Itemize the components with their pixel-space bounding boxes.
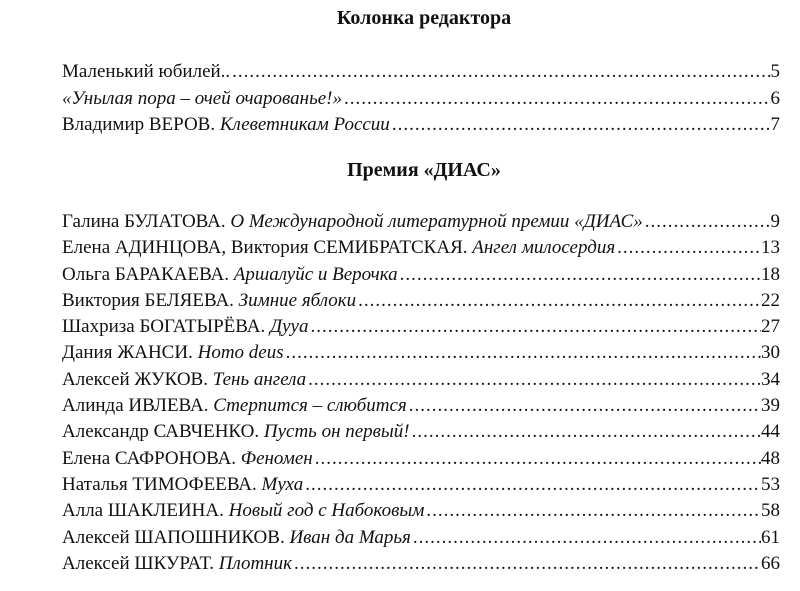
dot-leader (407, 393, 761, 419)
dot-leader (411, 525, 761, 551)
dot-leader (410, 419, 761, 445)
entry-author: Шахриза БОГАТЫРЁВА. (62, 316, 270, 338)
toc-entry[interactable] (62, 367, 780, 393)
entry-title: Дууа (269, 316, 309, 338)
entry-title: Пусть он первый! (263, 421, 410, 443)
dot-leader (284, 340, 761, 366)
dot-leader (342, 86, 771, 112)
toc-entry[interactable] (62, 446, 780, 472)
entry-author: Дания ЖАНСИ. (62, 342, 198, 364)
entry-author: Наталья ТИМОФЕЕВА. (62, 473, 262, 495)
toc-entry[interactable] (62, 314, 780, 340)
entry-title: Стерпится – слюбится (213, 395, 407, 417)
entry-page-number: 30 (761, 342, 780, 364)
entry-page-number: 61 (761, 526, 780, 548)
entry-title: Аршалуйс и Верочка (233, 263, 398, 285)
entry-title: Homo deus (197, 342, 284, 364)
dot-leader (308, 314, 761, 340)
toc-entry[interactable] (62, 393, 780, 419)
entry-page-number: 22 (761, 289, 780, 311)
dot-leader (424, 498, 761, 524)
entry-page-number: 7 (770, 114, 780, 135)
toc-entry[interactable] (62, 498, 780, 524)
entry-title: Новый год с Набоковым (228, 500, 425, 522)
entry-title: Муха (261, 473, 304, 495)
entry-title: Иван да Марья (289, 526, 411, 548)
dot-leader (643, 209, 771, 235)
entry-page-number: 66 (761, 552, 780, 574)
toc-entry[interactable] (62, 340, 780, 366)
entry-page-number: 9 (770, 211, 780, 232)
toc-entry[interactable] (62, 551, 780, 577)
entry-author: Галина БУЛАТОВА. (62, 211, 231, 232)
toc-entry[interactable] (62, 525, 780, 551)
dias-prize-entries (62, 209, 780, 577)
dot-leader (313, 446, 761, 472)
entry-title: «Унылая пора – очей очарованье!» (62, 87, 342, 109)
entry-page-number: 44 (761, 421, 780, 443)
dot-leader (306, 367, 761, 393)
entry-title: О Международной литературной премии «ДИАС» (230, 211, 643, 232)
entry-page-number: 58 (761, 500, 780, 522)
entry-page-number: 5 (770, 61, 780, 82)
entry-author: Александр САВЧЕНКО. (62, 421, 264, 443)
toc-entry[interactable] (62, 419, 780, 445)
entry-author: Виктория БЕЛЯЕВА. (62, 289, 239, 311)
entry-title: Клеветникам России (219, 114, 390, 135)
entry-author: Алинда ИВЛЕВА. (62, 395, 214, 417)
dot-leader (390, 112, 771, 138)
toc-entry[interactable] (62, 288, 780, 314)
entry-author: Ольга БАРАКАЕВА. (62, 263, 234, 285)
entry-author: Елена САФРОНОВА. (62, 447, 241, 469)
toc-entry[interactable] (62, 262, 780, 288)
entry-page-number: 39 (761, 395, 780, 417)
entry-page-number: 53 (761, 473, 780, 495)
toc-entry[interactable] (62, 472, 780, 498)
editor-column-entries (62, 59, 780, 139)
dot-leader (398, 262, 761, 288)
entry-page-number: 48 (761, 447, 780, 469)
entry-title: Феномен (240, 447, 313, 469)
toc-entry[interactable] (62, 209, 780, 235)
toc-entry[interactable] (62, 235, 780, 261)
entry-title: Тень ангела (212, 368, 307, 390)
section-title-dias-prize: Премия «ДИАС» (347, 159, 501, 181)
toc-entry[interactable] (62, 112, 780, 139)
entry-author: Елена АДИНЦОВА, Виктория СЕМИБРАТСКАЯ. (62, 237, 473, 259)
entry-title: Плотник (218, 552, 292, 574)
dot-leader (356, 288, 761, 314)
toc-entry[interactable] (62, 59, 780, 86)
entry-title: Маленький юбилей.. (62, 61, 231, 82)
entry-page-number: 18 (761, 263, 780, 285)
entry-page-number: 27 (761, 316, 780, 338)
dot-leader (615, 235, 761, 261)
entry-author: Алексей ШАПОШНИКОВ. (62, 526, 290, 548)
entry-page-number: 34 (761, 368, 780, 390)
entry-page-number: 6 (770, 87, 780, 109)
entry-author: Алла ШАКЛЕИНА. (62, 500, 229, 522)
entry-page-number: 13 (761, 237, 780, 259)
entry-author: Алексей ЖУКОВ. (62, 368, 213, 390)
dot-leader (292, 551, 761, 577)
dot-leader (230, 59, 770, 85)
entry-author: Алексей ШКУРАТ. (62, 552, 219, 574)
entry-title: Зимние яблоки (238, 289, 357, 311)
entry-title: Ангел милосердия (472, 237, 616, 259)
toc-entry[interactable] (62, 86, 780, 113)
section-title-editor-column: Колонка редактора (336, 7, 512, 29)
dot-leader (303, 472, 761, 498)
entry-author: Владимир ВЕРОВ. (62, 114, 220, 135)
